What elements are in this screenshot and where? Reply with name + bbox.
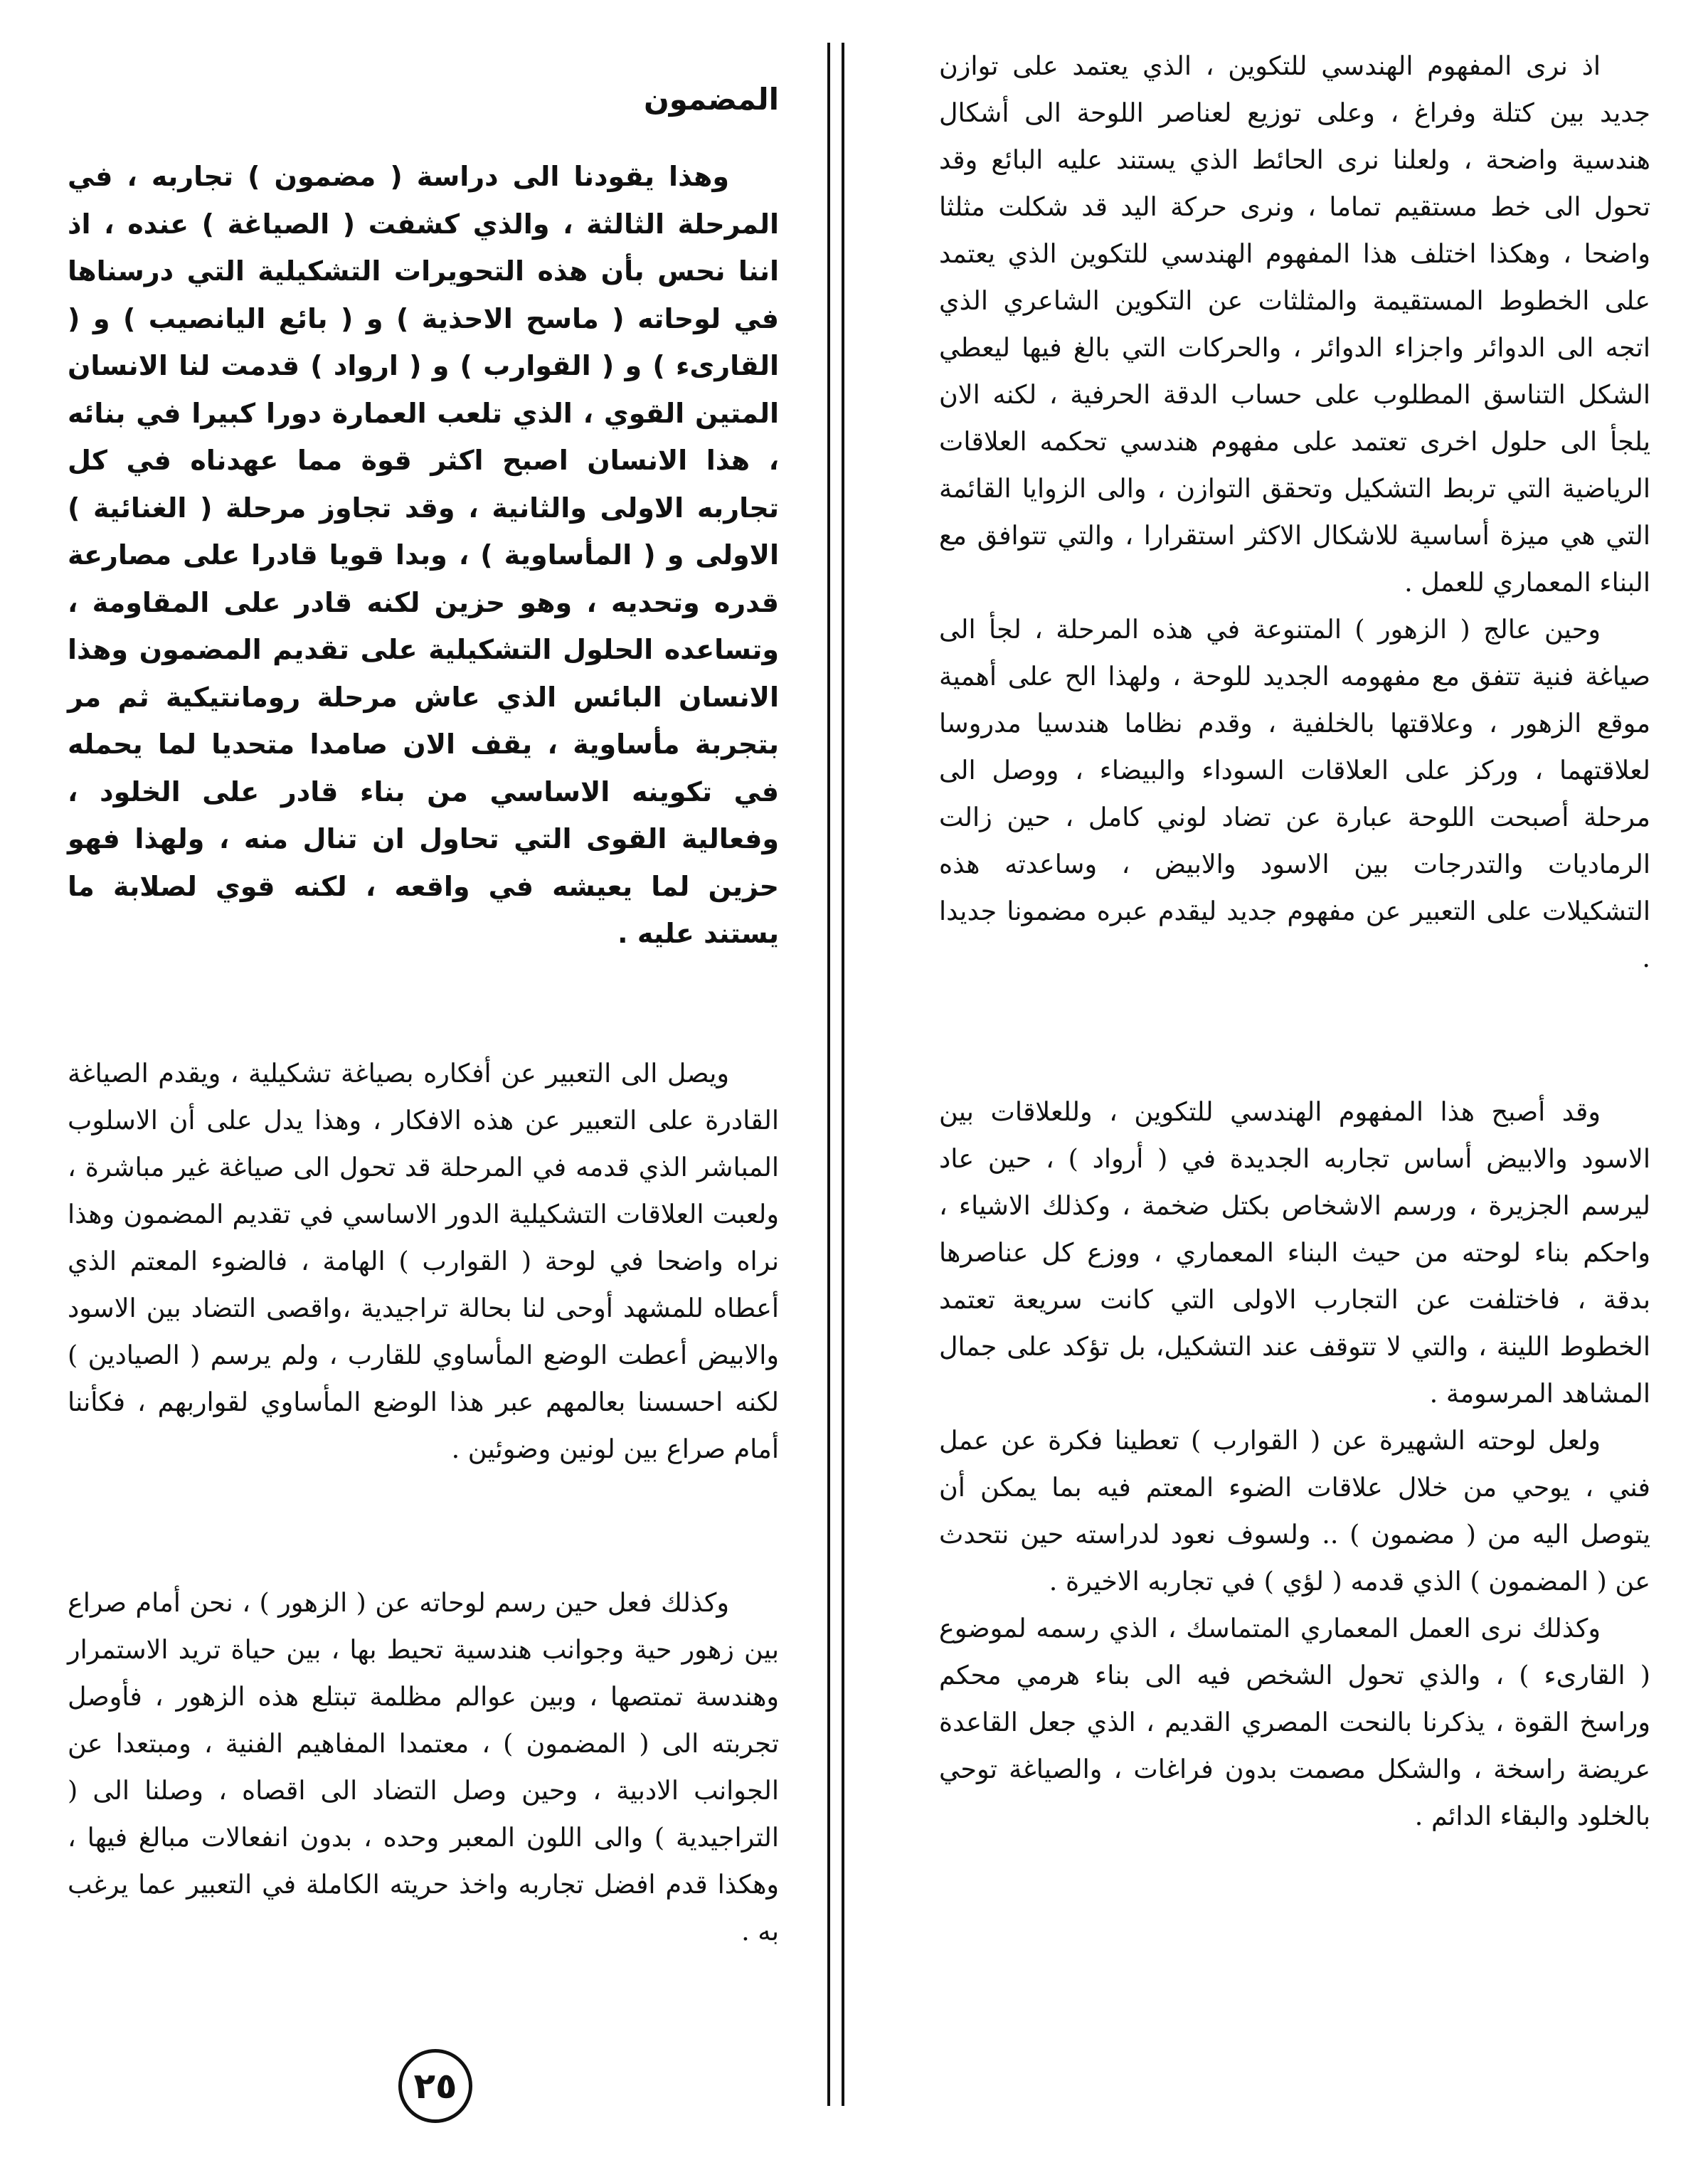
right-paragraph-4: ولعل لوحته الشهيرة عن ( القوارب ) تعطينا فكرة عن عمل فني ، يوحي من خلال علاقات الضوء المعتم فيه بما يمكن أن يتوصل اليه من ( مضمون ) .. ولسوف نعود لدراسته حين نتحدث عن ( المضمون ) الذي قدمه ( لؤي ) في تجاربه الاخيرة .: [939, 1425, 1650, 1597]
left-column: [68, 75, 779, 1955]
section-heading: المضمون: [643, 82, 779, 117]
right-paragraph-2: وحين عالج ( الزهور ) المتنوعة في هذه المرحلة ، لجأ الى صياغة فنية تتفق مع مفهومه الجديد للوحة ، ولهذا الح على أهمية موقع الزهور ، وعلاقتها بالخلفية ، وقدم نظاما هندسيا مدروسا لعلاقتهما ، وركز على العلاقات السوداء والبيضاء ، ووصل الى مرحلة أصبحت اللوحة عبارة عن تضاد لوني كامل ، حين زالت الرماديات والتدرجات بين الاسود والابيض ، وساعدته هذه التشكيلات على التعبير عن مفهوم جديد ليقدم عبره مضمونا جديدا .: [939, 614, 1650, 973]
right-paragraph-3: وقد أصبح هذا المفهوم الهندسي للتكوين ، وللعلاقات بين الاسود والابيض أساس تجاربه الجديدة في ( أرواد ) ، حين عاد ليرسم الجزيرة ، ورسم الاشخاص بكتل ضخمة ، وكذلك الاشياء ، واحكم بناء لوحته من حيث البناء المعماري ، ووزع كل عناصرها بدقة ، فاختلفت عن التجارب الاولى التي كانت سريعة تعتمد الخطوط اللينة ، والتي لا تتوقف عند التشكيل، بل تؤكد على جمال المشاهد المرسومة .: [939, 1096, 1650, 1409]
column-divider-line: [842, 43, 844, 2106]
left-paragraph-1: وهذا يقودنا الى دراسة ( مضمون ) تجاربه ، في المرحلة الثالثة ، والذي كشفت ( الصياغة ) عنده ، اذ اننا نحس بأن هذه التحويرات التشكيلية التي درسناها في لوحاته ( ماسح الاحذية ) و ( بائع اليانصيب ) و ( القارىء ) و ( القوارب ) و ( ارواد ) قدمت لنا الانسان المتين القوي ، الذي تلعب العمارة دورا كبيرا في بنائه ، هذا الانسان اصبح اكثر قوة مما عهدناه في كل تجاربه الاولى والثانية ، وقد تجاوز مرحلة ( الغنائية ) الاولى و ( المأساوية ) ، وبدا قويا قادرا على مصارعة قدره وتحديه ، وهو حزين لكنه قادر على المقاومة ، وتساعده الحلول التشكيلية على تقديم المضمون وهذا الانسان البائس الذي عاش مرحلة رومانتيكية ثم مر بتجربة مأساوية ، يقف الان صامدا متحديا لما يحمله في تكوينه الاساسي من بناء قادر على الخلود ، وفعالية القوى التي تحاول ان تنال منه ، ولهذا فهو حزين لما يعيشه في واقعه ، لكنه قوي لصلابة ما يستند عليه .: [68, 161, 779, 949]
left-paragraph-3: وكذلك فعل حين رسم لوحاته عن ( الزهور ) ، نحن أمام صراع بين زهور حية وجوانب هندسية تحيط بها ، بين حياة تريد الاستمرار وهندسة تمتصها ، وبين عوالم مظلمة تبتلع هذه الزهور ، فأوصل تجربته الى ( المضمون ) ، معتمدا المفاهيم الفنية ، ومبتعدا عن الجوانب الادبية ، وحين وصل التضاد الى اقصاه ، وصلنا الى ( التراجيدية ) والى اللون المعبر وحده ، بدون انفعالات مبالغ فيها ، وهكذا قدم افضل تجاربه واخذ حريته الكاملة في التعبير عما يرغب به .: [68, 1587, 779, 1947]
column-divider-line: [827, 43, 830, 2106]
right-column: [939, 43, 1650, 1840]
left-paragraph-2: ويصل الى التعبير عن أفكاره بصياغة تشكيلية ، ويقدم الصياغة القادرة على التعبير عن هذه الافكار ، وهذا يدل على أن الاسلوب المباشر الذي قدمه في المرحلة قد تحول الى صياغة غير مباشرة ، ولعبت العلاقات التشكيلية الدور الاساسي في تقديم المضمون وهذا نراه واضحا في لوحة ( القوارب ) الهامة ، فالضوء المعتم الذي أعطاه للمشهد أوحى لنا بحالة تراجيدية ،واقصى التضاد بين الاسود والابيض أعطت الوضع المأساوي للقارب ، ولم يرسم ( الصيادين ) لكنه احسسنا بعالمهم عبر هذا الوضع المأساوي لقواربهم ، فكأننا أمام صراع بين لونين وضوئين .: [68, 1057, 779, 1464]
right-paragraph-5: وكذلك نرى العمل المعماري المتماسك ، الذي رسمه لموضوع ( القارىء ) ، والذي تحول الشخص فيه الى بناء هرمي محكم وراسخ القوة ، يذكرنا بالنحت المصري القديم ، الذي جعل القاعدة عريضة راسخة ، والشكل مصمت بدون فراغات ، والصياغة توحي بالخلود والبقاء الدائم .: [939, 1613, 1650, 1831]
right-paragraph-1: اذ نرى المفهوم الهندسي للتكوين ، الذي يعتمد على توازن جديد بين كتلة وفراغ ، وعلى توزيع لعناصر اللوحة الى أشكال هندسية واضحة ، ولعلنا نرى الحائط الذي يستند عليه البائع وقد تحول الى خط مستقيم تماما ، ونرى حركة اليد قد شكلت مثلثا واضحا ، وهكذا اختلف هذا المفهوم الهندسي للتكوين الذي يعتمد على الخطوط المستقيمة والمثلثات عن التكوين الشاعري الذي اتجه الى الدوائر واجزاء الدوائر ، والحركات التي بالغ فيها ليعطي الشكل التناسق المطلوب على حساب الدقة الحرفية ، لكنه الان يلجأ الى حلول اخرى تعتمد على مفهوم هندسي تحكمه العلاقات الرياضية التي تربط التشكيل وتحقق التوازن ، والى الزوايا القائمة التي هي ميزة أساسية للاشكال الاكثر استقرارا ، والتي تتوافق مع البناء المعماري للعمل .: [939, 51, 1650, 598]
page-number: ٢٥: [398, 2049, 472, 2123]
